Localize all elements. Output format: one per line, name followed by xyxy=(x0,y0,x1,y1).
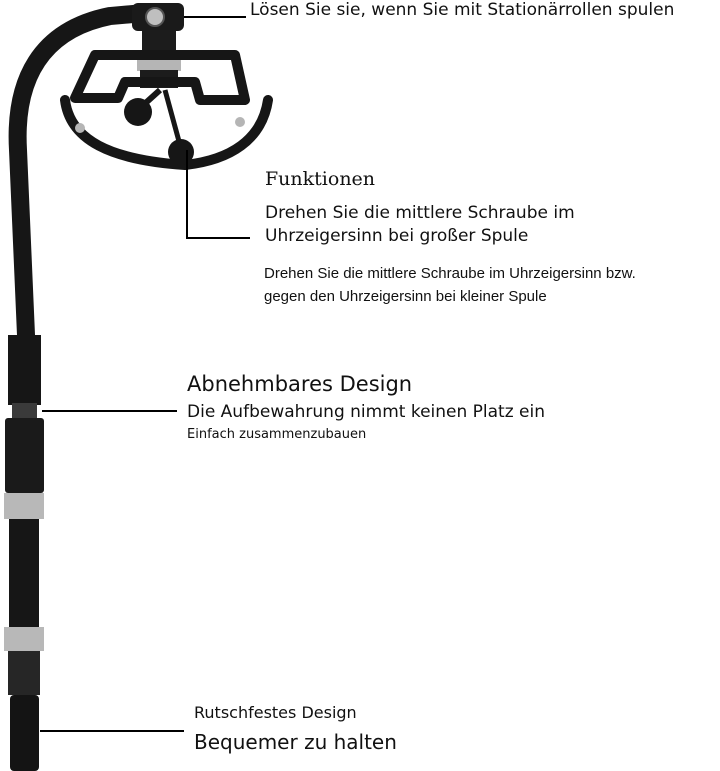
detachable-title: Abnehmbares Design xyxy=(187,372,413,396)
threaded-joint xyxy=(12,403,37,419)
detachable-line-2: Einfach zusammenzubauen xyxy=(187,427,367,442)
middle-shaft xyxy=(9,519,39,627)
features-note xyxy=(264,262,636,308)
metal-ring-2 xyxy=(4,627,44,651)
features-title: Funktionen xyxy=(265,168,376,190)
features-note-line-1: Drehen Sie die mittlere Schraube im Uhrzeigersinn bzw. xyxy=(264,265,636,282)
knob-screw xyxy=(146,8,164,26)
features-line-1: Drehen Sie die mittlere Schraube im xyxy=(265,203,575,223)
knurled-section xyxy=(8,651,40,695)
clamp-lower-arc xyxy=(65,100,268,165)
foam-grip-upper xyxy=(5,418,44,493)
features-note-line-2: gegen den Uhrzeigersinn bei kleiner Spule xyxy=(264,288,547,305)
features-description xyxy=(265,202,575,248)
callout-top-text: Lösen Sie sie, wenn Sie mit Stationärrollen spulen xyxy=(250,0,675,20)
features-line-2: Uhrzeigersinn bei großer Spule xyxy=(265,226,529,246)
detachable-line-1: Die Aufbewahrung nimmt keinen Platz ein xyxy=(187,402,546,422)
curved-arm xyxy=(18,13,145,335)
grip-title: Rutschfestes Design xyxy=(194,703,357,722)
foam-grip-lower xyxy=(10,695,39,771)
upper-shaft xyxy=(8,335,41,405)
metal-ring-1 xyxy=(4,493,44,519)
grip-line-1: Bequemer zu halten xyxy=(194,730,397,754)
